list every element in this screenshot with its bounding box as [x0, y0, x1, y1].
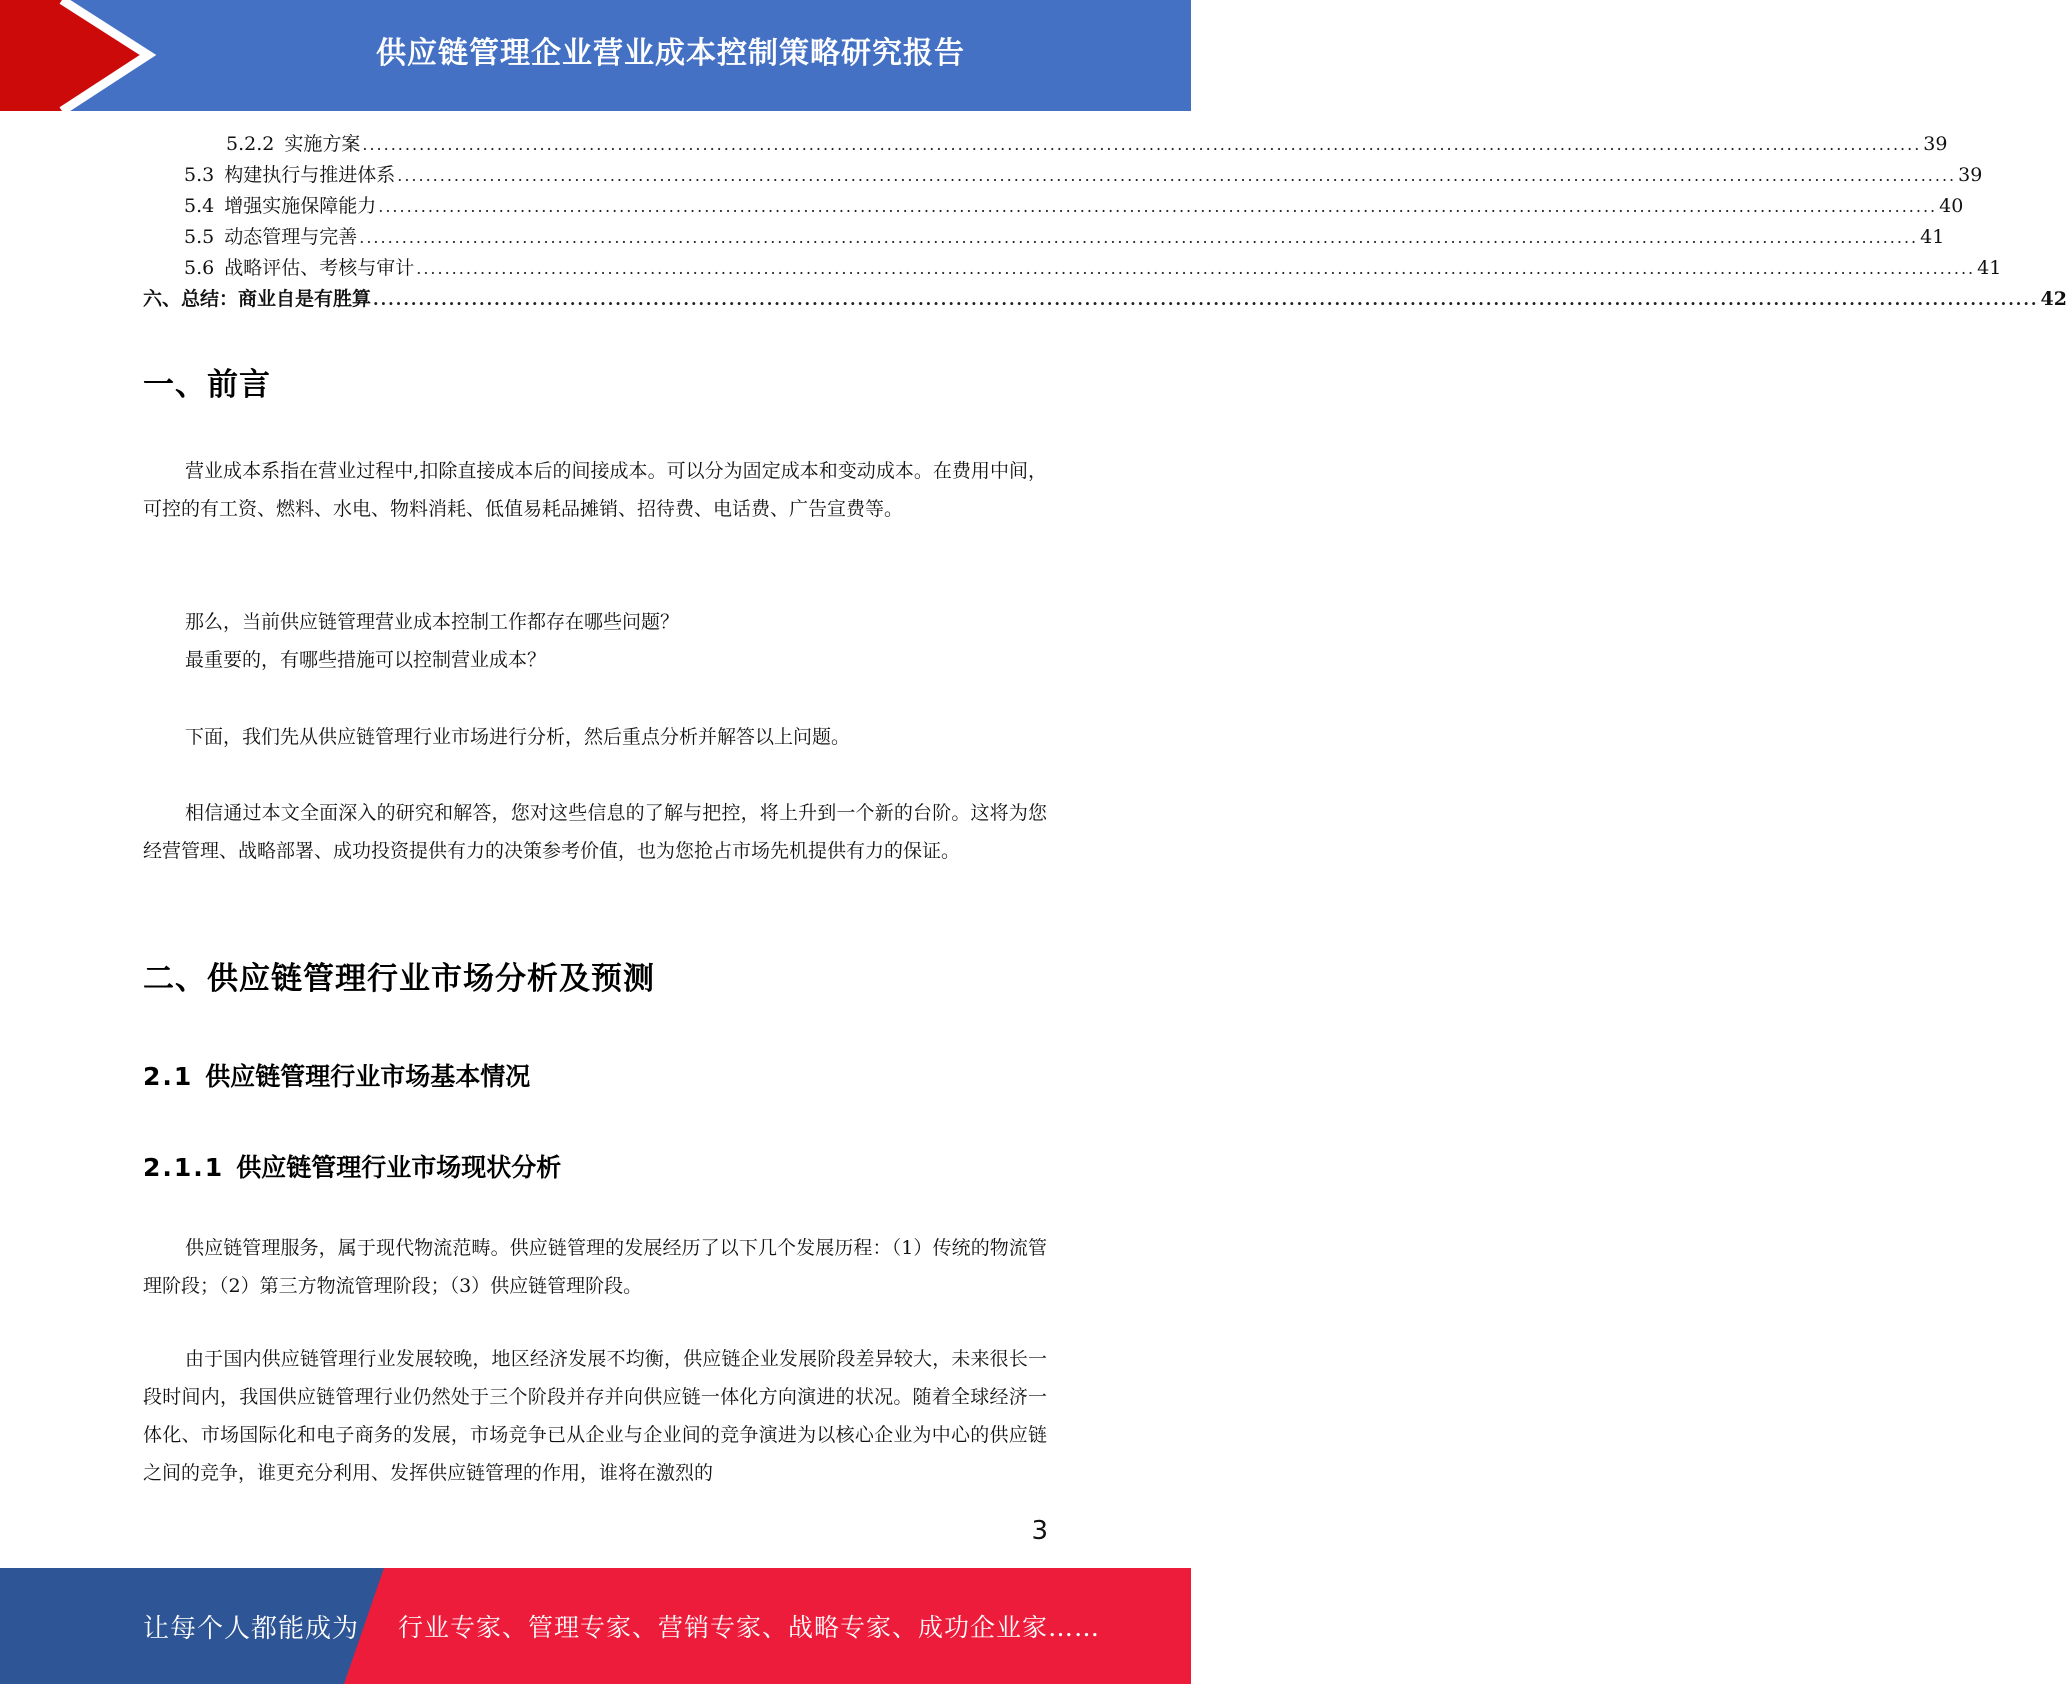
- section-heading-market-analysis: 二、供应链管理行业市场分析及预测: [143, 961, 655, 997]
- toc-entry[interactable]: [143, 129, 1948, 160]
- table-of-contents: [143, 129, 2067, 315]
- subsection-heading-2-1-1: [143, 1148, 561, 1184]
- header-band: [0, 0, 1191, 111]
- paragraph-industry-status: 由于国内供应链管理行业发展较晚，地区经济发展不均衡，供应链企业发展阶段差异较大，未来很长一段时间内，我国供应链管理行业仍然处于三个阶段并存并向供应链一体化方向演进的状况。随着全球经济一体化、市场国际化和电子商务的发展，市场竞争已从企业与企业间的竞争演进为以核心企业为中心的供应链之间的竞争，谁更充分利用、发挥供应链管理的作用，谁将在激烈的: [143, 1348, 1047, 1484]
- toc-entry[interactable]: [143, 191, 1964, 222]
- paragraph-question-1: 那么，当前供应链管理营业成本控制工作都存在哪些问题？: [185, 611, 680, 633]
- subsection-number: 2.1: [143, 1062, 194, 1091]
- toc-entry[interactable]: [143, 284, 2067, 315]
- toc-entry-title: 总结：商业自是有胜算: [181, 288, 372, 310]
- toc-dot-leader: ............................................................................................................................................................................................................................: [378, 197, 1938, 216]
- footer-band: [0, 1568, 1191, 1684]
- toc-entry-number: 5.6: [184, 257, 215, 279]
- toc-dot-leader: ............................................................................................................................................................................................................................: [397, 166, 1957, 185]
- section-heading-preface: 一、前言: [143, 367, 271, 403]
- paragraph-analysis-intro: 下面，我们先从供应链管理行业市场进行分析，然后重点分析并解答以上问题。: [185, 726, 851, 748]
- paragraph-value-statement: 相信通过本文全面深入的研究和解答，您对这些信息的了解与把控，将上升到一个新的台阶。这将为您经营管理、战略部署、成功投资提供有力的决策参考价值，也为您抢占市场先机提供有力的保证。: [143, 802, 1047, 862]
- toc-dot-leader: ............................................................................................................................................................................................................................: [416, 259, 1976, 278]
- toc-entry-page: 40: [1939, 195, 1964, 217]
- toc-entry-title: 战略评估、考核与审计: [224, 257, 415, 279]
- toc-entry-number: 5.2.2: [226, 133, 275, 155]
- document-title: 供应链管理企业营业成本控制策略研究报告: [376, 36, 965, 71]
- toc-entry[interactable]: [143, 222, 1945, 253]
- page-number: 3: [1031, 1516, 1048, 1546]
- toc-entry-page: 41: [1977, 257, 2002, 279]
- subsection-title: 供应链管理行业市场现状分析: [236, 1153, 562, 1182]
- toc-entry[interactable]: [143, 160, 1983, 191]
- toc-entry-number: 5.5: [184, 226, 215, 248]
- header-arrow-decoration: [0, 0, 160, 111]
- toc-entry-page: 39: [1958, 164, 1983, 186]
- toc-entry-title: 构建执行与推进体系: [224, 164, 396, 186]
- paragraph-operating-cost-definition: 营业成本系指在营业过程中,扣除直接成本后的间接成本。可以分为固定成本和变动成本。在费用中间，可控的有工资、燃料、水电、物料消耗、低值易耗品摊销、招待费、电话费、广告宣费等。: [143, 460, 1047, 520]
- toc-entry-page: 39: [1923, 133, 1948, 155]
- footer-slogan-left: 让每个人都能成为: [143, 1613, 360, 1644]
- toc-entry-title: 动态管理与完善: [224, 226, 358, 248]
- subsection-heading-2-1: [143, 1057, 530, 1093]
- toc-entry-number: 5.3: [184, 164, 215, 186]
- paragraph-question-2: 最重要的，有哪些措施可以控制营业成本？: [185, 649, 547, 671]
- toc-dot-leader: ............................................................................................................................................................................................................................: [373, 290, 2039, 309]
- toc-entry-title: 实施方案: [284, 133, 361, 155]
- subsection-number: 2.1.1: [143, 1153, 225, 1182]
- toc-entry[interactable]: [143, 253, 2002, 284]
- paragraph-supply-chain-history: 供应链管理服务，属于现代物流范畴。供应链管理的发展经历了以下几个发展历程：（1）传统的物流管理阶段；（2）第三方物流管理阶段；（3）供应链管理阶段。: [143, 1237, 1047, 1297]
- toc-entry-number: 5.4: [184, 195, 215, 217]
- subsection-title: 供应链管理行业市场基本情况: [205, 1062, 531, 1091]
- toc-dot-leader: ............................................................................................................................................................................................................................: [359, 228, 1919, 247]
- toc-entry-title: 增强实施保障能力: [224, 195, 377, 217]
- toc-entry-number: 六、: [143, 288, 182, 310]
- toc-entry-page: 42: [2040, 288, 2067, 310]
- toc-dot-leader: ............................................................................................................................................................................................................................: [362, 135, 1922, 154]
- footer-slogan-right: 行业专家、管理专家、营销专家、战略专家、成功企业家……: [398, 1613, 1101, 1642]
- toc-entry-page: 41: [1920, 226, 1945, 248]
